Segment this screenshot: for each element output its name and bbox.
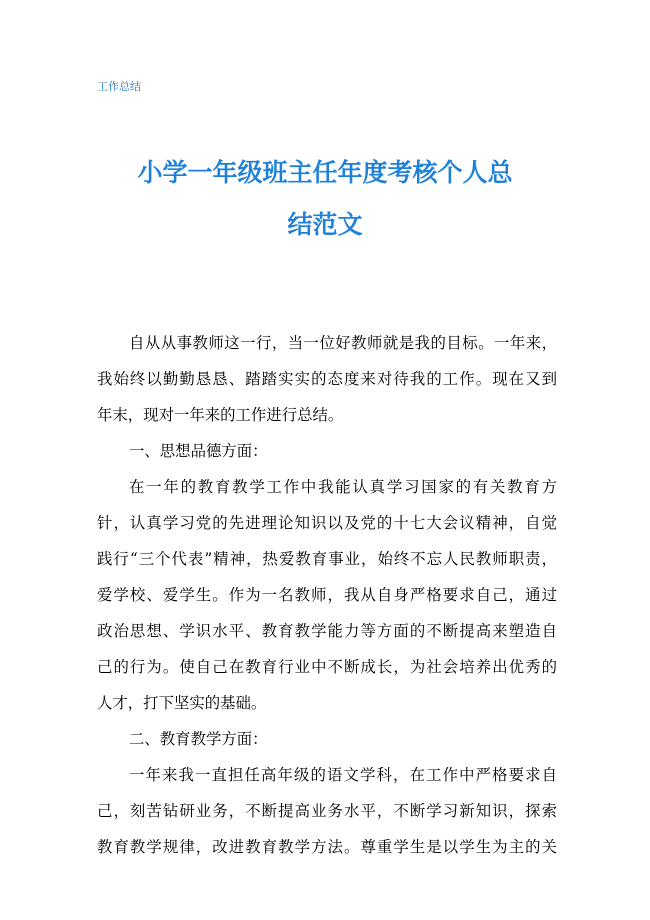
paragraph-line: 爱学校、爱学生。作为一名教师，我从自身严格要求自己，通过 — [97, 586, 557, 604]
paragraph-line: 自从从事教师这一行，当一位好教师就是我的目标。一年来， — [129, 334, 557, 352]
body-text — [97, 325, 557, 865]
paragraph-line: 一年来我一直担任高年级的语文学科，在工作中严格要求自 — [129, 766, 557, 784]
paragraph-line: 针，认真学习党的先进理论知识以及党的十七大会议精神，自觉 — [97, 514, 557, 532]
paragraph-line: 人才，打下坚实的基础。 — [97, 694, 267, 712]
paragraph-line: 己，刻苦钻研业务，不断提高业务水平，不断学习新知识，探索 — [97, 802, 557, 820]
section-heading: 一、思想品德方面： — [129, 442, 268, 460]
document-title-line-1: 小学一年级班主任年度考核个人总 — [137, 158, 513, 187]
paragraph-line: 践行“三个代表”精神，热爱教育事业，始终不忘人民教师职责， — [97, 550, 557, 568]
paragraph-line: 政治思想、学识水平、教育教学能力等方面的不断提高来塑造自 — [97, 622, 557, 640]
paragraph-line: 年末，现对一年来的工作进行总结。 — [97, 406, 344, 424]
paragraph-line: 在一年的教育教学工作中我能认真学习国家的有关教育方 — [129, 478, 557, 496]
paragraph-line: 己的行为。使自己在教育行业中不断成长，为社会培养出优秀的 — [97, 658, 557, 676]
paragraph-line: 教育教学规律，改进教育教学方法。尊重学生是以学生为主的关 — [97, 838, 557, 856]
header-label: 工作总结 — [97, 80, 141, 93]
document-title-line-2: 结范文 — [287, 210, 363, 239]
section-heading: 二、教育教学方面： — [129, 730, 268, 748]
paragraph-line: 我始终以勤勤恳恳、踏踏实实的态度来对待我的工作。现在又到 — [97, 370, 557, 388]
